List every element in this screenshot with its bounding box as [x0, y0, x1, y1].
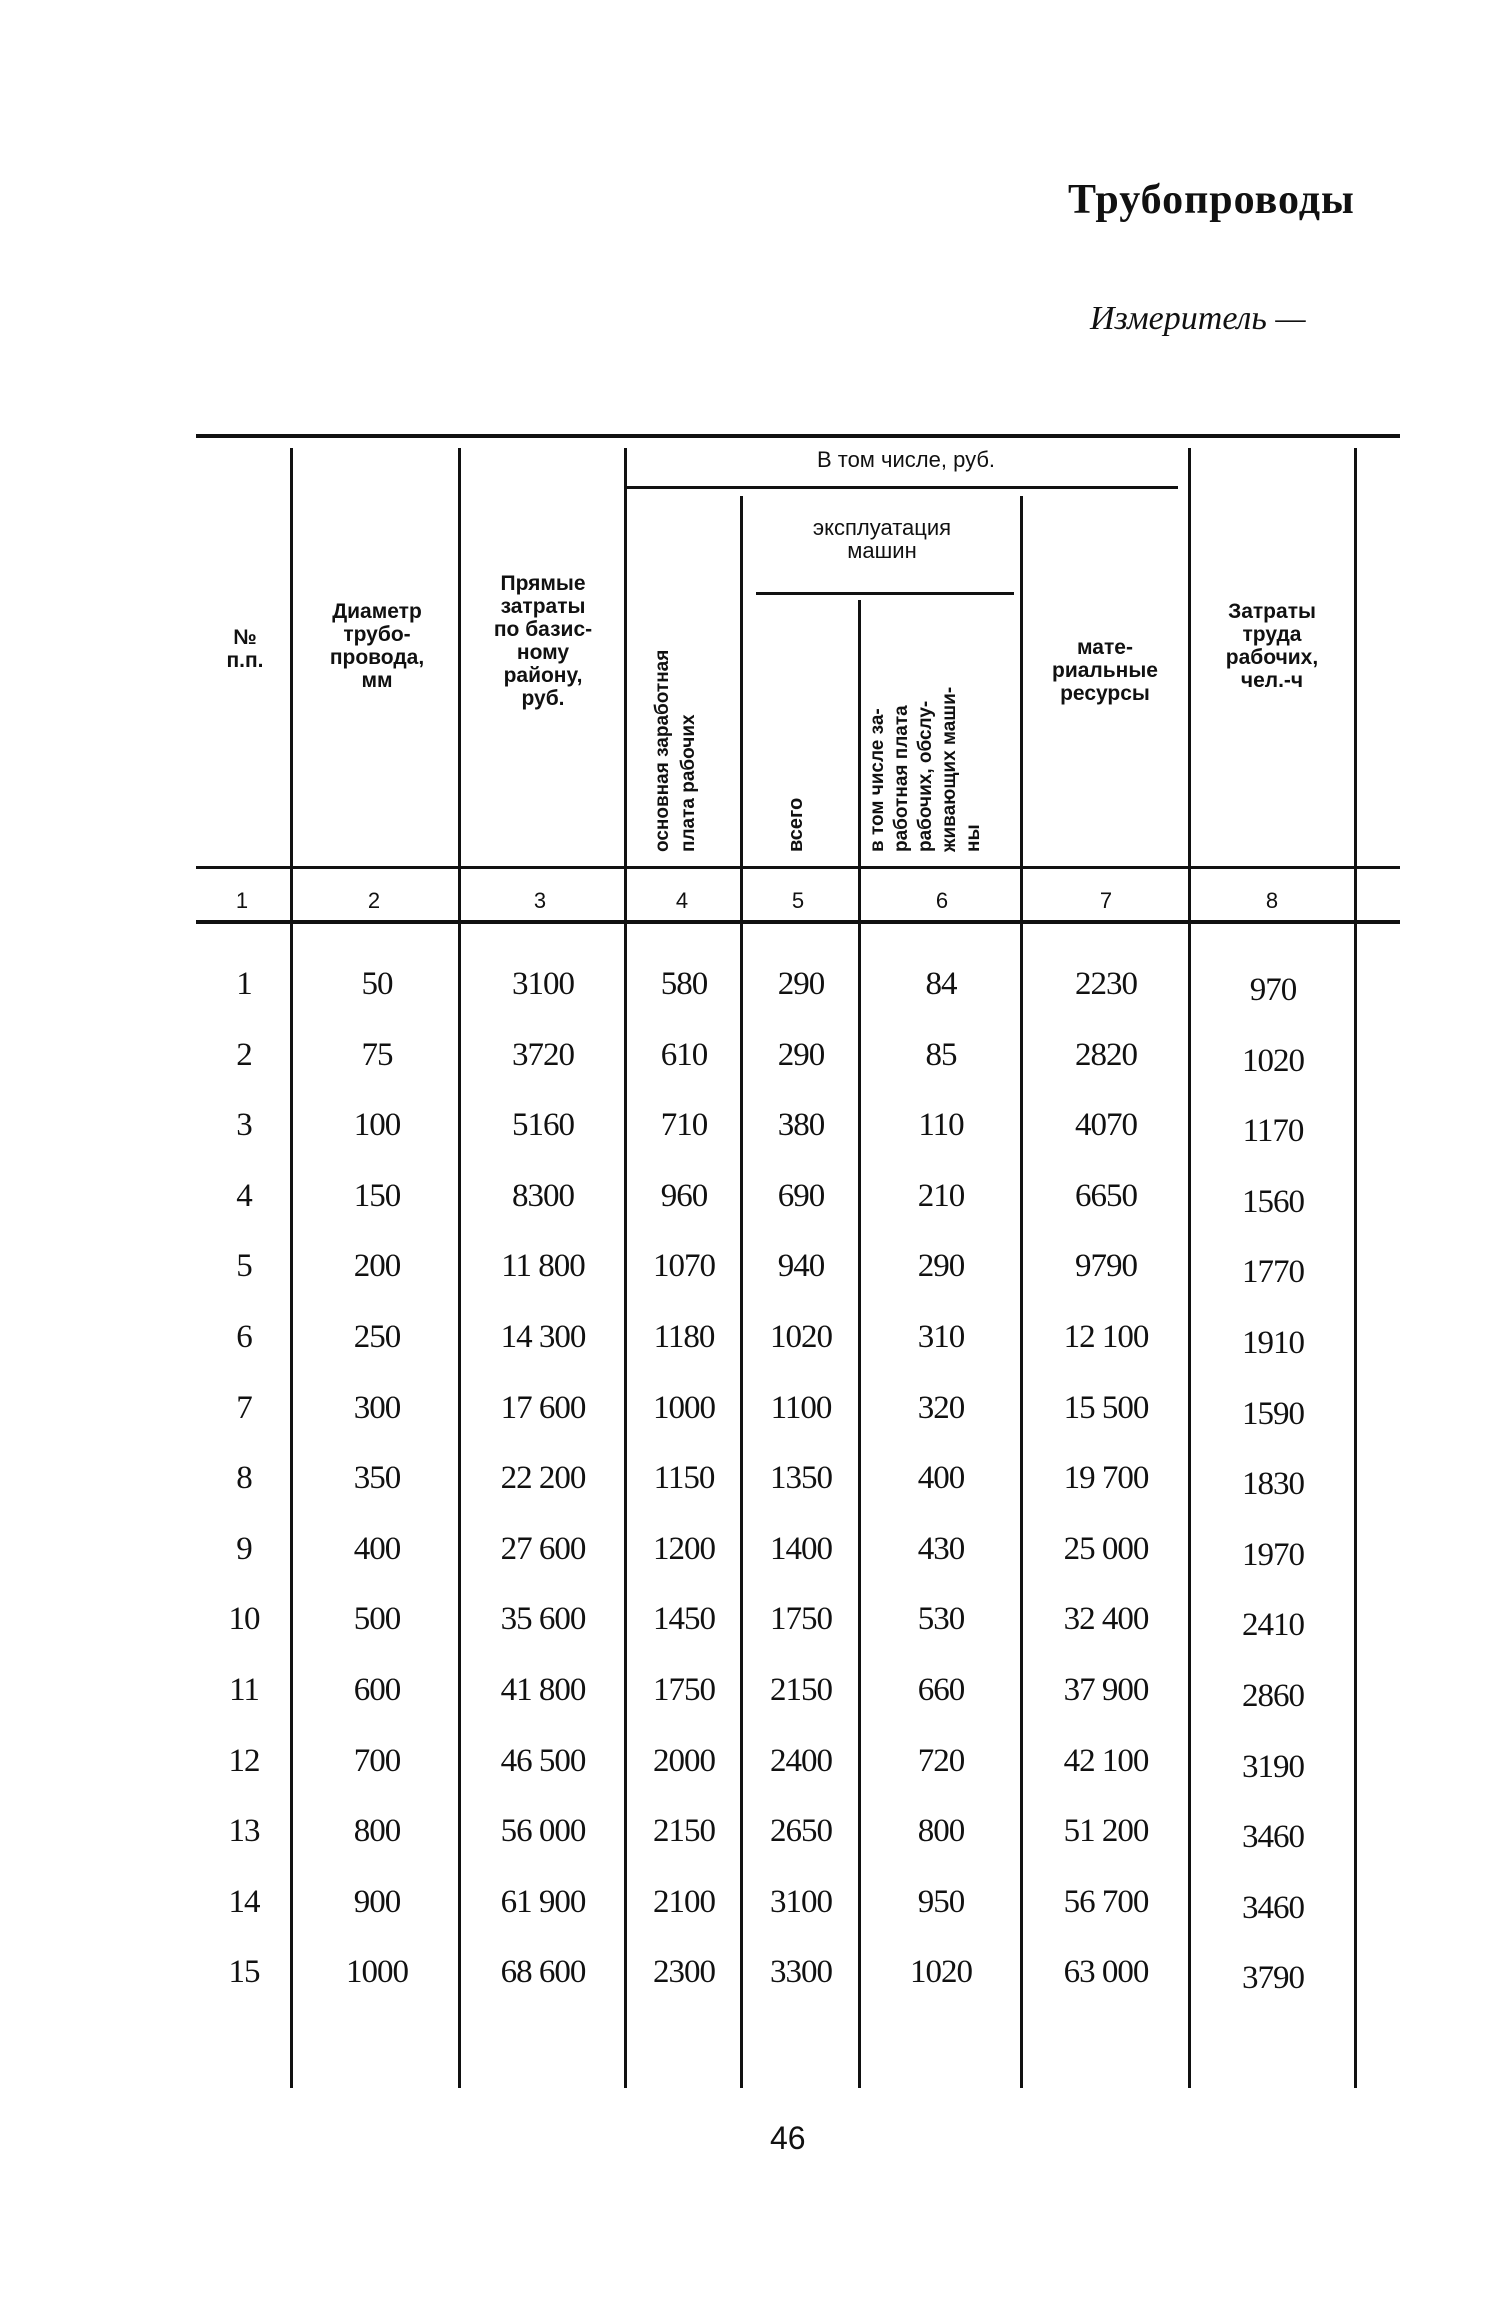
table-row — [0, 1390, 1492, 1460]
cell-row-number: 5 — [236, 1248, 252, 1285]
cell-direct-costs: 56 000 — [500, 1813, 586, 1850]
cell-base-wages: 610 — [660, 1036, 708, 1073]
table-row — [0, 1601, 1492, 1671]
cell-row-number: 14 — [228, 1883, 260, 1920]
cell-operator-wages: 210 — [917, 1177, 965, 1214]
cell-base-wages: 1180 — [653, 1319, 715, 1355]
table-row — [0, 1743, 1492, 1813]
cell-base-wages: 1200 — [653, 1530, 715, 1567]
cell-machines-total: 2150 — [770, 1672, 832, 1708]
table-row — [0, 1884, 1492, 1954]
cell-labor-costs: 1910 — [1242, 1325, 1304, 1361]
cell-direct-costs: 11 800 — [501, 1248, 585, 1285]
cell-base-wages: 2100 — [653, 1883, 715, 1920]
cell-base-wages: 2000 — [653, 1742, 715, 1779]
cell-labor-costs: 3460 — [1242, 1819, 1304, 1856]
cell-materials: 2230 — [1075, 966, 1137, 1002]
cell-materials: 56 700 — [1063, 1883, 1149, 1920]
cell-row-number: 8 — [236, 1460, 252, 1497]
cell-materials: 6650 — [1075, 1177, 1137, 1214]
cell-row-number: 3 — [236, 1107, 252, 1144]
cell-labor-costs: 3460 — [1242, 1889, 1304, 1926]
cell-materials: 32 400 — [1063, 1601, 1149, 1638]
table-row — [0, 1672, 1492, 1742]
cell-labor-costs: 970 — [1249, 972, 1297, 1008]
header-labor-costs: Затраты труда рабочих, чел.-ч — [1225, 600, 1319, 692]
cell-row-number: 13 — [228, 1813, 260, 1850]
table-row — [0, 966, 1492, 1036]
table-row — [0, 1954, 1492, 2024]
cell-operator-wages: 720 — [917, 1742, 965, 1779]
cell-labor-costs: 3790 — [1242, 1960, 1304, 1997]
cell-operator-wages: 85 — [925, 1036, 957, 1073]
table-row — [0, 1248, 1492, 1318]
cell-direct-costs: 22 200 — [500, 1460, 586, 1497]
cell-machines-total: 1100 — [770, 1389, 832, 1426]
cell-materials: 63 000 — [1063, 1954, 1149, 1991]
cell-diameter: 75 — [361, 1036, 393, 1073]
cell-materials: 12 100 — [1063, 1319, 1149, 1355]
cell-operator-wages: 430 — [917, 1530, 965, 1567]
cell-base-wages: 1150 — [653, 1460, 715, 1497]
cell-direct-costs: 46 500 — [500, 1742, 586, 1779]
page-title: Трубопроводы — [1068, 177, 1355, 223]
table-row — [0, 1178, 1492, 1248]
cell-machines-total: 2650 — [770, 1813, 832, 1850]
cell-diameter: 50 — [361, 966, 393, 1002]
cell-machines-total: 3300 — [770, 1954, 832, 1991]
cell-direct-costs: 27 600 — [500, 1530, 586, 1567]
header-diameter: Диаметр трубо- провода, мм — [329, 600, 425, 692]
cell-row-number: 9 — [236, 1530, 252, 1567]
cell-labor-costs: 1590 — [1242, 1395, 1304, 1432]
cell-row-number: 7 — [236, 1389, 252, 1426]
cell-row-number: 10 — [228, 1601, 260, 1638]
cell-direct-costs: 8300 — [512, 1177, 574, 1214]
cell-machines-total: 3100 — [770, 1883, 832, 1920]
cell-base-wages: 1000 — [653, 1389, 715, 1426]
cell-materials: 2820 — [1075, 1036, 1137, 1073]
cell-base-wages: 1450 — [653, 1601, 715, 1638]
cell-operator-wages: 84 — [925, 966, 957, 1002]
column-number: 2 — [367, 888, 381, 913]
cell-labor-costs: 1170 — [1242, 1113, 1304, 1150]
cell-direct-costs: 61 900 — [500, 1883, 586, 1920]
cell-machines-total: 690 — [777, 1177, 825, 1214]
cell-diameter: 150 — [353, 1177, 401, 1214]
cell-operator-wages: 530 — [917, 1601, 965, 1638]
cell-materials: 19 700 — [1063, 1460, 1149, 1497]
header-bottom-rule — [196, 866, 1400, 869]
cell-row-number: 4 — [236, 1177, 252, 1214]
cell-labor-costs: 1560 — [1242, 1183, 1304, 1220]
cell-machines-total: 2400 — [770, 1742, 832, 1779]
cell-operator-wages: 800 — [917, 1813, 965, 1850]
cell-base-wages: 960 — [660, 1177, 708, 1214]
cell-operator-wages: 310 — [917, 1319, 965, 1355]
cell-diameter: 500 — [353, 1601, 401, 1638]
cell-materials: 15 500 — [1063, 1389, 1149, 1426]
column-number: 8 — [1265, 888, 1279, 913]
cell-operator-wages: 110 — [918, 1107, 964, 1144]
cell-operator-wages: 320 — [917, 1389, 965, 1426]
cell-direct-costs: 35 600 — [500, 1601, 586, 1638]
cell-labor-costs: 3190 — [1242, 1748, 1304, 1785]
cell-labor-costs: 1970 — [1242, 1536, 1304, 1573]
cell-row-number: 6 — [236, 1319, 252, 1355]
column-number: 7 — [1099, 888, 1113, 913]
cell-direct-costs: 41 800 — [500, 1672, 586, 1708]
cell-machines-total: 290 — [777, 1036, 825, 1073]
cell-diameter: 400 — [353, 1530, 401, 1567]
cell-machines-total: 1350 — [770, 1460, 832, 1497]
column-number: 6 — [935, 888, 949, 913]
cell-machines-total: 380 — [777, 1107, 825, 1144]
table-row — [0, 1107, 1492, 1177]
cell-diameter: 700 — [353, 1742, 401, 1779]
cell-direct-costs: 68 600 — [500, 1954, 586, 1991]
group-header-rule — [626, 486, 1178, 489]
header-group-including: В том числе, руб. — [816, 447, 996, 472]
header-subgroup-machines: эксплуатация машин — [812, 515, 952, 563]
cell-operator-wages: 290 — [917, 1248, 965, 1285]
page-number: 46 — [770, 2120, 806, 2156]
cell-machines-total: 1020 — [770, 1319, 832, 1355]
cell-diameter: 300 — [353, 1389, 401, 1426]
cell-operator-wages: 660 — [917, 1672, 965, 1708]
cell-base-wages: 1070 — [653, 1248, 715, 1285]
cell-labor-costs: 2860 — [1242, 1678, 1304, 1714]
cell-row-number: 11 — [229, 1672, 259, 1708]
cell-direct-costs: 3100 — [512, 966, 574, 1002]
cell-direct-costs: 14 300 — [500, 1319, 586, 1355]
table-top-rule — [196, 434, 1400, 438]
cell-materials: 9790 — [1075, 1248, 1137, 1285]
cell-base-wages: 710 — [660, 1107, 708, 1144]
cell-diameter: 250 — [353, 1319, 401, 1355]
cell-diameter: 800 — [353, 1813, 401, 1850]
subgroup-header-rule — [756, 592, 1014, 595]
unit-label: Измеритель — — [1090, 300, 1306, 337]
table-row — [0, 1037, 1492, 1107]
header-direct-costs: Прямые затраты по базис- ному району, руб. — [493, 572, 593, 710]
cell-diameter: 200 — [353, 1248, 401, 1285]
cell-diameter: 350 — [353, 1460, 401, 1497]
cell-materials: 4070 — [1075, 1107, 1137, 1144]
cell-labor-costs: 1830 — [1242, 1466, 1304, 1503]
cell-diameter: 1000 — [346, 1954, 408, 1991]
column-number-rule — [196, 920, 1400, 924]
header-row-number: № п.п. — [226, 626, 264, 672]
cell-labor-costs: 1770 — [1242, 1254, 1304, 1291]
cell-labor-costs: 1020 — [1242, 1042, 1304, 1079]
cell-machines-total: 940 — [777, 1248, 825, 1285]
header-operator-wages: в том числе за- работная плата рабочих, обслу- живающих маши- ны — [867, 686, 984, 852]
cell-direct-costs: 3720 — [512, 1036, 574, 1073]
cell-row-number: 15 — [228, 1954, 260, 1991]
column-number: 4 — [675, 888, 689, 913]
cell-base-wages: 1750 — [653, 1672, 715, 1708]
cell-machines-total: 290 — [777, 966, 825, 1002]
cell-row-number: 12 — [228, 1742, 260, 1779]
cell-machines-total: 1400 — [770, 1530, 832, 1567]
cell-row-number: 2 — [236, 1036, 252, 1073]
cell-labor-costs: 2410 — [1242, 1607, 1304, 1644]
table-row — [0, 1813, 1492, 1883]
column-number: 5 — [791, 888, 805, 913]
column-number: 1 — [235, 888, 249, 913]
table-row — [0, 1319, 1492, 1389]
cell-direct-costs: 17 600 — [500, 1389, 586, 1426]
cell-machines-total: 1750 — [770, 1601, 832, 1638]
table-row — [0, 1460, 1492, 1530]
header-base-wages: основная заработная плата рабочих — [652, 649, 699, 852]
column-number: 3 — [533, 888, 547, 913]
cell-materials: 37 900 — [1063, 1672, 1149, 1708]
cell-materials: 42 100 — [1063, 1742, 1149, 1779]
cell-base-wages: 2150 — [653, 1813, 715, 1850]
cell-base-wages: 2300 — [653, 1954, 715, 1991]
cell-direct-costs: 5160 — [512, 1107, 574, 1144]
cell-row-number: 1 — [236, 966, 252, 1002]
cell-operator-wages: 1020 — [910, 1954, 972, 1991]
header-machines-total: всего — [785, 797, 807, 852]
cell-diameter: 600 — [353, 1672, 401, 1708]
cell-operator-wages: 400 — [917, 1460, 965, 1497]
cell-operator-wages: 950 — [917, 1883, 965, 1920]
table-row — [0, 1531, 1492, 1601]
cell-diameter: 900 — [353, 1883, 401, 1920]
cell-diameter: 100 — [353, 1107, 401, 1144]
cell-materials: 51 200 — [1063, 1813, 1149, 1850]
cell-base-wages: 580 — [660, 966, 708, 1002]
header-materials: мате- риальные ресурсы — [1052, 636, 1158, 705]
cell-materials: 25 000 — [1063, 1530, 1149, 1567]
